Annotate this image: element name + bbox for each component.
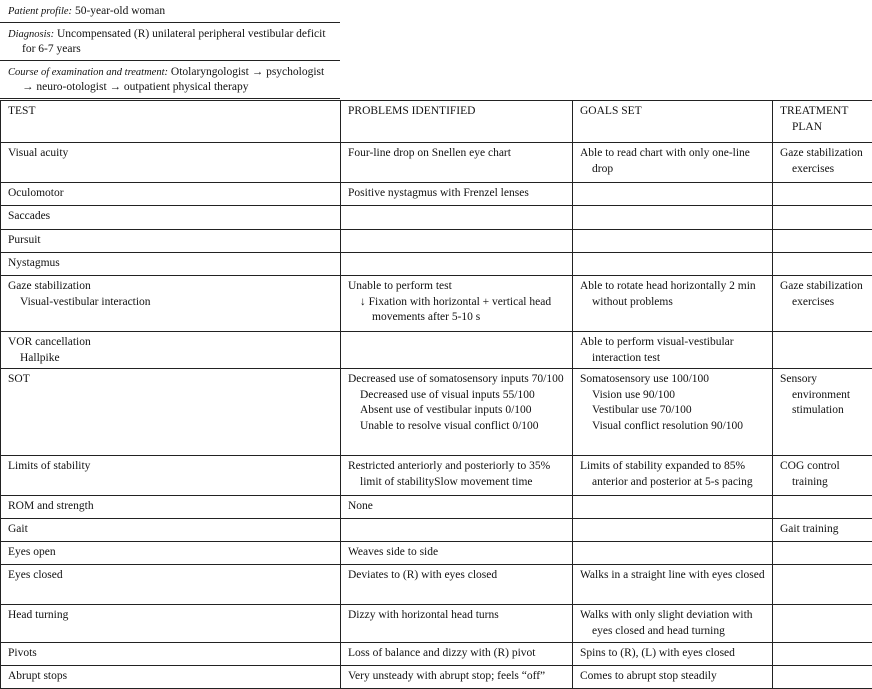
table-row <box>1 456 872 496</box>
cell-test <box>1 496 341 519</box>
cell-treatment <box>773 369 872 456</box>
cell-line: ↓ Fixation with horizontal + vertical head movements after 5-10 s <box>348 295 566 326</box>
table-row <box>1 519 872 542</box>
table-row <box>1 496 872 519</box>
cell-line: Sensory environment stimulation <box>780 372 866 419</box>
cell-line: Deviates to (R) with eyes closed <box>348 568 566 584</box>
cell-line: Walks with only slight deviation with eyes closed and head turning <box>580 608 766 639</box>
cell-line: VOR cancellation <box>8 335 334 351</box>
cell-test <box>1 206 341 230</box>
cell-treatment <box>773 605 872 643</box>
table-row <box>1 605 872 643</box>
cell-treatment <box>773 332 872 369</box>
table-row <box>1 666 872 689</box>
cell-test <box>1 230 341 253</box>
cell-problems <box>341 369 573 456</box>
table-row <box>1 565 872 605</box>
cell-treatment <box>773 230 872 253</box>
cell-goals <box>573 143 773 183</box>
cell-goals <box>573 456 773 496</box>
cell-line: Loss of balance and dizzy with (R) pivot <box>348 646 566 662</box>
cell-treatment <box>773 666 872 689</box>
cell-goals <box>573 253 773 276</box>
cell-line: Vestibular use 70/100 <box>580 403 766 419</box>
cell-goals <box>573 496 773 519</box>
cell-goals <box>573 605 773 643</box>
table-row <box>1 542 872 565</box>
cell-line: None <box>348 499 566 515</box>
cell-line: Limits of stability <box>8 459 334 475</box>
table-row <box>1 183 872 206</box>
table-row <box>1 332 872 369</box>
cell-line: Dizzy with horizontal head turns <box>348 608 566 624</box>
course-value: Otolaryngologist → psychologist → neuro-otologist → outpatient physical therapy <box>22 66 324 93</box>
header-row <box>1 101 872 143</box>
cell-line: Able to read chart with only one-line drop <box>580 146 766 177</box>
cell-line: Hallpike <box>8 351 334 367</box>
table-row <box>1 369 872 456</box>
profile-value: 50-year-old woman <box>75 5 165 17</box>
cell-problems <box>341 519 573 542</box>
cell-line: Gaze stabilization <box>8 279 334 295</box>
cell-problems <box>341 206 573 230</box>
cell-line: Gaze stabilization exercises <box>780 279 866 310</box>
cell-test <box>1 369 341 456</box>
cell-line: Comes to abrupt stop steadily <box>580 669 766 685</box>
cell-treatment <box>773 183 872 206</box>
cell-line: Decreased use of somatosensory inputs 70/100 <box>348 372 566 388</box>
header-goals: GOALS SET <box>573 101 773 143</box>
cell-problems <box>341 332 573 369</box>
cell-treatment <box>773 253 872 276</box>
cell-line: Gaze stabilization exercises <box>780 146 866 177</box>
table-row <box>1 230 872 253</box>
cell-test <box>1 276 341 332</box>
cell-line: Head turning <box>8 608 334 624</box>
cell-problems <box>341 496 573 519</box>
cell-test <box>1 542 341 565</box>
cell-line: Decreased use of visual inputs 55/100 <box>348 388 566 404</box>
cell-line: Restricted anteriorly and posteriorly to 35% limit of stabilitySlow movement time <box>348 459 566 490</box>
diagnosis <box>0 23 340 61</box>
cell-test <box>1 456 341 496</box>
cell-line: Unable to perform test <box>348 279 566 295</box>
patient-profile <box>0 0 340 23</box>
cell-problems <box>341 605 573 643</box>
cell-test <box>1 666 341 689</box>
cell-line: Pivots <box>8 646 334 662</box>
table-row <box>1 276 872 332</box>
cell-treatment <box>773 542 872 565</box>
cell-problems <box>341 253 573 276</box>
table-row <box>1 206 872 230</box>
cell-goals <box>573 332 773 369</box>
cell-line: Eyes closed <box>8 568 334 584</box>
cell-line: Limits of stability expanded to 85% anterior and posterior at 5-s pacing <box>580 459 766 490</box>
cell-treatment <box>773 565 872 605</box>
cell-treatment <box>773 496 872 519</box>
assessment-table <box>0 100 872 689</box>
profile-label: Patient profile: <box>8 6 72 17</box>
patient-info-box <box>0 0 340 99</box>
cell-problems <box>341 276 573 332</box>
cell-line: Spins to (R), (L) with eyes closed <box>580 646 766 662</box>
cell-goals <box>573 666 773 689</box>
cell-line: Gait training <box>780 522 866 538</box>
cell-line: Weaves side to side <box>348 545 566 561</box>
cell-goals <box>573 565 773 605</box>
cell-line: Walks in a straight line with eyes closed <box>580 568 766 584</box>
diagnosis-label: Diagnosis: <box>8 29 54 40</box>
cell-line: Oculomotor <box>8 186 334 202</box>
cell-goals <box>573 206 773 230</box>
table-row <box>1 253 872 276</box>
cell-line: Unable to resolve visual conflict 0/100 <box>348 419 566 435</box>
cell-line: Nystagmus <box>8 256 334 272</box>
header-test: TEST <box>1 101 341 143</box>
cell-problems <box>341 230 573 253</box>
cell-problems <box>341 183 573 206</box>
table-row <box>1 643 872 666</box>
course-label: Course of examination and treatment: <box>8 67 168 78</box>
cell-line: Able to rotate head horizontally 2 min without problems <box>580 279 766 310</box>
course <box>0 61 340 99</box>
diagnosis-value: Uncompensated (R) unilateral peripheral vestibular deficit for 6-7 years <box>22 28 326 55</box>
cell-treatment <box>773 643 872 666</box>
cell-line: ROM and strength <box>8 499 334 515</box>
cell-line: Saccades <box>8 209 334 225</box>
cell-test <box>1 605 341 643</box>
cell-goals <box>573 369 773 456</box>
cell-treatment <box>773 143 872 183</box>
table-row <box>1 143 872 183</box>
cell-test <box>1 143 341 183</box>
cell-test <box>1 332 341 369</box>
cell-test <box>1 565 341 605</box>
cell-line: Absent use of vestibular inputs 0/100 <box>348 403 566 419</box>
cell-treatment <box>773 519 872 542</box>
cell-line: Pursuit <box>8 233 334 249</box>
cell-goals <box>573 276 773 332</box>
cell-line: Visual-vestibular interaction <box>8 295 334 311</box>
cell-treatment <box>773 456 872 496</box>
cell-line: Four-line drop on Snellen eye chart <box>348 146 566 162</box>
cell-line: Visual acuity <box>8 146 334 162</box>
cell-test <box>1 643 341 666</box>
cell-line: Able to perform visual-vestibular interaction test <box>580 335 766 366</box>
cell-problems <box>341 643 573 666</box>
cell-test <box>1 253 341 276</box>
cell-goals <box>573 230 773 253</box>
cell-goals <box>573 542 773 565</box>
cell-line: Somatosensory use 100/100 <box>580 372 766 388</box>
cell-problems <box>341 143 573 183</box>
cell-line: Vision use 90/100 <box>580 388 766 404</box>
cell-test <box>1 519 341 542</box>
cell-goals <box>573 519 773 542</box>
cell-problems <box>341 565 573 605</box>
cell-line: Abrupt stops <box>8 669 334 685</box>
header-treatment <box>773 101 872 143</box>
cell-line: SOT <box>8 372 334 388</box>
cell-line: Positive nystagmus with Frenzel lenses <box>348 186 566 202</box>
cell-line: COG control training <box>780 459 866 490</box>
cell-treatment <box>773 206 872 230</box>
cell-treatment <box>773 276 872 332</box>
cell-problems <box>341 666 573 689</box>
cell-line: Visual conflict resolution 90/100 <box>580 419 766 435</box>
cell-line: Very unsteady with abrupt stop; feels “off” <box>348 669 566 685</box>
header-problems: PROBLEMS IDENTIFIED <box>341 101 573 143</box>
cell-goals <box>573 643 773 666</box>
cell-test <box>1 183 341 206</box>
cell-line: Eyes open <box>8 545 334 561</box>
header-treatment-label: TREATMENT PLAN <box>780 104 866 135</box>
cell-problems <box>341 542 573 565</box>
cell-line: Gait <box>8 522 334 538</box>
cell-goals <box>573 183 773 206</box>
cell-problems <box>341 456 573 496</box>
